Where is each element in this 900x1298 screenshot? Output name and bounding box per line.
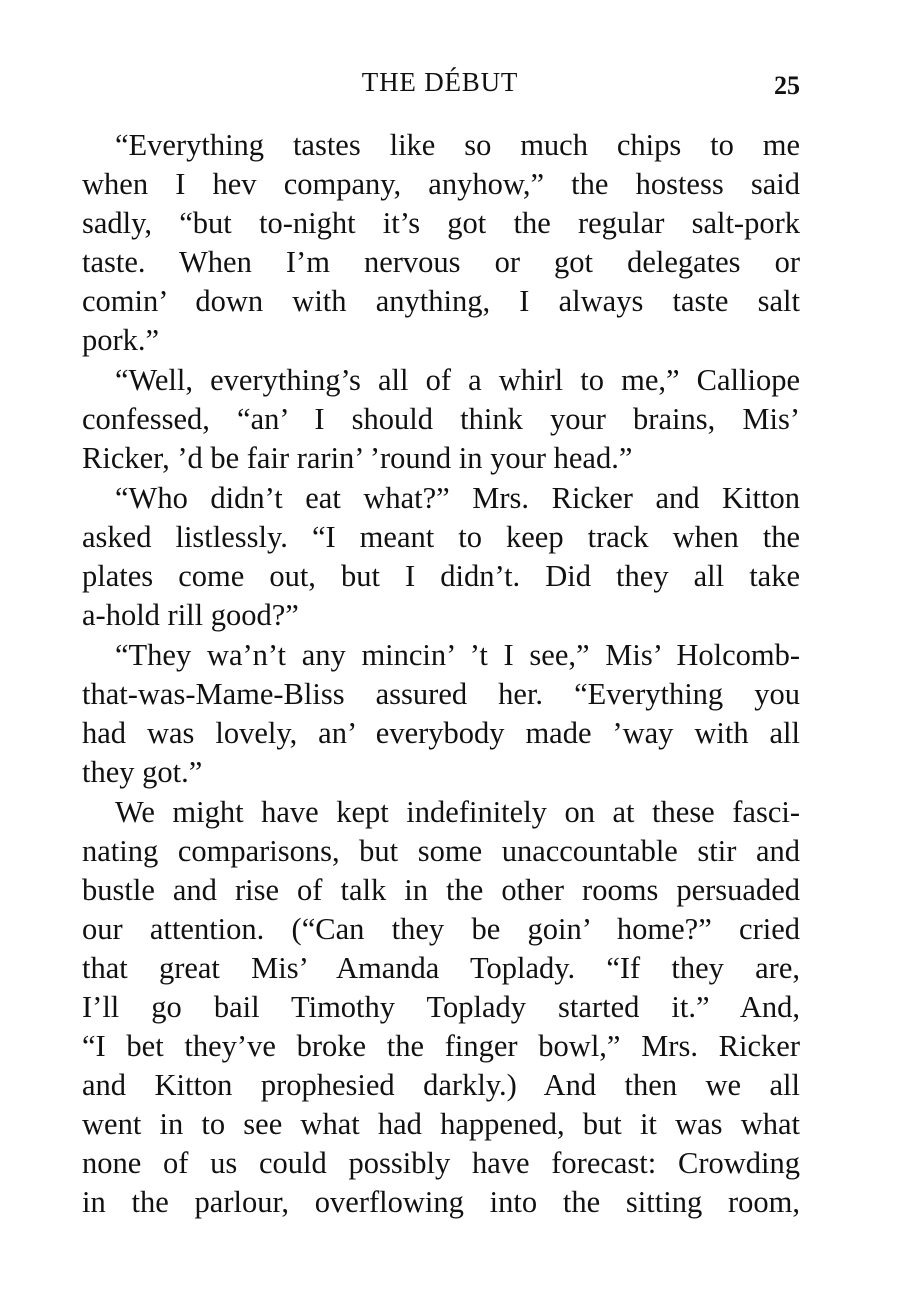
text-line: went in to see what had happened, but it was what xyxy=(82,1107,800,1141)
text-line: our attention. (“Can they be goin’ home?” cried xyxy=(82,912,800,946)
text-line: sadly, “but to-night it’s got the regular salt-pork xyxy=(82,206,800,240)
page-number: 25 xyxy=(774,71,800,100)
text-line: they got.” xyxy=(82,755,203,789)
text-line: a-hold rill good?” xyxy=(82,598,299,632)
text-line: had was lovely, an’ everybody made ’way with all xyxy=(82,716,800,750)
text-line: “Well, everything’s all of a whirl to me,” Calliope xyxy=(115,363,800,397)
text-line: when I hev company, anyhow,” the hostess said xyxy=(82,167,800,201)
text-line: “I bet they’ve broke the finger bowl,” Mrs. Ricker xyxy=(82,1029,800,1063)
text-line: and Kitton prophesied darkly.) And then we all xyxy=(82,1068,800,1102)
text-line: “Everything tastes like so much chips to me xyxy=(115,128,800,162)
text-line: “They wa’n’t any mincin’ ’t I see,” Mis’ Holcomb- xyxy=(115,638,800,672)
text-line: pork.” xyxy=(82,323,160,357)
text-line: asked listlessly. “I meant to keep track when the xyxy=(82,520,800,554)
text-line: taste. When I’m nervous or got delegates or xyxy=(82,245,800,279)
running-title: THE DÉBUT xyxy=(361,67,519,97)
text-line: I’ll go bail Timothy Toplady started it.” And, xyxy=(82,990,800,1024)
body-text xyxy=(82,126,800,1222)
text-line: comin’ down with anything, I always taste salt xyxy=(82,284,800,318)
text-line: Ricker, ’d be fair rarin’ ’round in your head.” xyxy=(82,441,633,475)
text-line: confessed, “an’ I should think your brains, Mis’ xyxy=(82,402,800,436)
text-line: that great Mis’ Amanda Toplady. “If they are, xyxy=(82,951,800,985)
text-line: We might have kept indefinitely on at these fasci- xyxy=(115,795,800,829)
text-line: that-was-Mame-Bliss assured her. “Everything you xyxy=(82,677,800,711)
text-line: nating comparisons, but some unaccountable stir and xyxy=(82,834,800,868)
text-line: plates come out, but I didn’t. Did they all take xyxy=(82,559,800,593)
text-line: in the parlour, overflowing into the sitting room, xyxy=(82,1185,800,1219)
running-head xyxy=(80,64,800,104)
text-line: “Who didn’t eat what?” Mrs. Ricker and Kitton xyxy=(115,481,800,515)
text-line: bustle and rise of talk in the other rooms persuaded xyxy=(82,873,800,907)
text-line: none of us could possibly have forecast: Crowding xyxy=(82,1146,800,1180)
